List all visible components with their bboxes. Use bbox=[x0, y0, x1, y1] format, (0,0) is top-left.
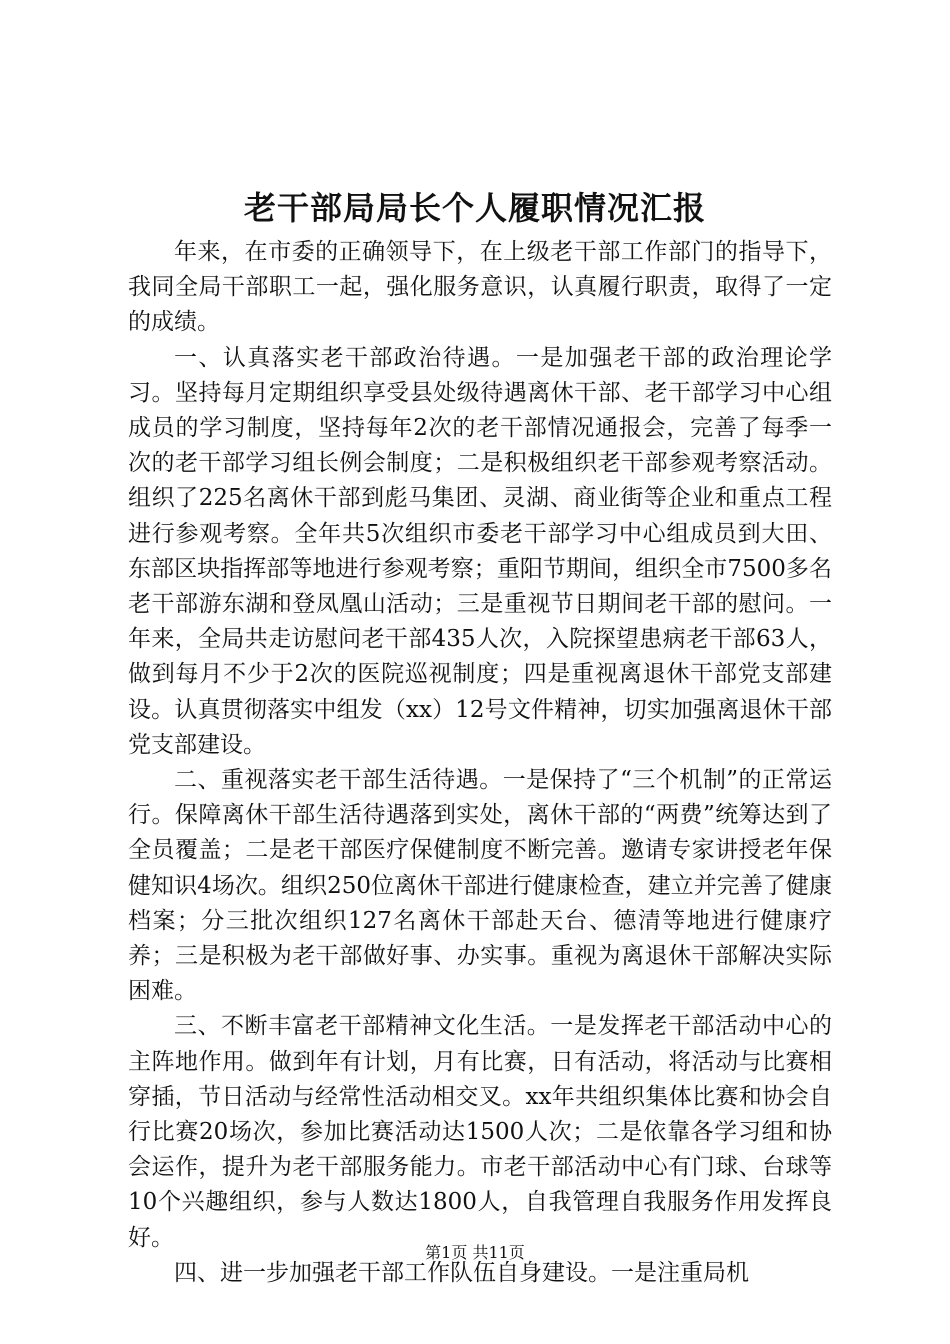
paragraph-intro: 年来，在市委的正确领导下，在上级老干部工作部门的指导下，我同全局干部职工一起，强化服务意识，认真履行职责，取得了一定的成绩。 bbox=[128, 239, 832, 336]
document-body bbox=[128, 235, 832, 1291]
page-number-footer: 第1页 共11页 bbox=[425, 1243, 525, 1262]
document-title: 老干部局局长个人履职情况汇报 bbox=[243, 189, 706, 227]
paragraph-section-3: 三、不断丰富老干部精神文化生活。一是发挥老干部活动中心的主阵地作用。做到年有计划，月有比赛，日有活动，将活动与比赛相穿插，节日活动与经常性活动相交叉。xx年共组织集体比赛和协会自行比赛20场次，参加比赛活动达1500人次；二是依靠各学习组和协会运作，提升为老干部服务能力。市老干部活动中心有门球、台球等10个兴趣组织，参与人数达1800人，自我管理自我服务作用发挥良好。 bbox=[128, 1013, 832, 1251]
paragraph-section-2: 二、重视落实老干部生活待遇。一是保持了“三个机制”的正常运行。保障离休干部生活待遇落到实处，离休干部的“两费”统筹达到了全员覆盖；二是老干部医疗保健制度不断完善。邀请专家讲授老年保健知识4场次。组织250位离休干部进行健康检查，建立并完善了健康档案；分三批次组织127名离休干部赴天台、德清等地进行健康疗养；三是积极为老干部做好事、办实事。重视为离退休干部解决实际困难。 bbox=[128, 767, 832, 1005]
paragraph-section-1: 一、认真落实老干部政治待遇。一是加强老干部的政治理论学习。坚持每月定期组织享受县处级待遇离休干部、老干部学习中心组成员的学习制度，坚持每年2次的老干部情况通报会，完善了每季一次的老干部学习组长例会制度；二是积极组织老干部参观考察活动。组织了225名离休干部到彪马集团、灵湖、商业街等企业和重点工程进行参观考察。全年共5次组织市委老干部学习中心组成员到大田、东部区块指挥部等地进行参观考察；重阳节期间，组织全市7500多名老干部游东湖和登凤凰山活动；三是重视节日期间老干部的慰问。一年来，全局共走访慰问老干部435人次，入院探望患病老干部63人，做到每月不少于2次的医院巡视制度；四是重视离退休干部党支部建设。认真贯彻落实中组发（xx）12号文件精神，切实加强离退休干部党支部建设。 bbox=[128, 344, 832, 758]
paragraph-section-4: 四、进一步加强老干部工作队伍自身建设。一是注重局机 bbox=[174, 1259, 749, 1286]
